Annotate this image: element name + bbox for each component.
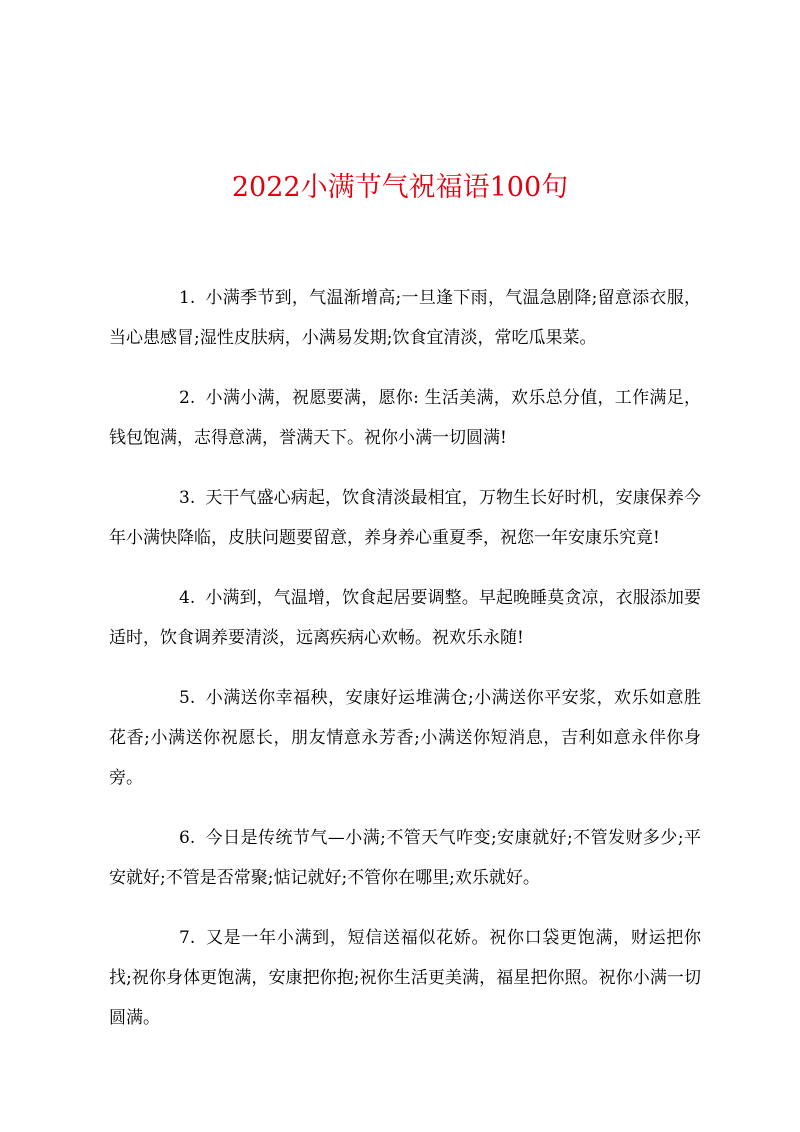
list-item [109,578,701,658]
item-number: 6. [179,828,196,848]
item-number: 7. [179,928,196,948]
list-item [109,818,701,898]
item-number: 2. [179,388,196,408]
list-item [109,478,701,558]
page-title: 2022小满节气祝福语100句 [231,172,569,203]
item-number: 5. [179,688,196,708]
item-text: 又是一年小满到，短信送福似花娇。祝你口袋更饱满，财运把你找;祝你身体更饱满，安康把你抱;祝你生活更美满，福星把你照。祝你小满一切圆满。 [109,928,701,1028]
item-text: 小满小满，祝愿要满，愿你: 生活美满，欢乐总分值，工作满足，钱包饱满，志得意满，誉满天下。祝你小满一切圆满! [109,388,701,448]
item-number: 1. [179,288,196,308]
list-item [109,278,701,358]
item-text: 小满到，气温增，饮食起居要调整。早起晚睡莫贪凉，衣服添加要适时，饮食调养要清淡，远离疾病心欢畅。祝欢乐永随! [109,588,701,648]
item-text: 今日是传统节气—小满;不管天气咋变;安康就好;不管发财多少;平安就好;不管是否常聚;惦记就好;不管你在哪里;欢乐就好。 [109,828,701,888]
item-text: 天干气盛心病起，饮食清淡最相宜，万物生长好时机，安康保养今年小满快降临，皮肤问题要留意，养身养心重夏季，祝您一年安康乐究竟! [109,488,701,548]
list-item [109,378,701,458]
document-body [109,278,701,1058]
item-text: 小满季节到，气温渐增高;一旦逢下雨，气温急剧降;留意添衣服，当心患感冒;湿性皮肤病，小满易发期;饮食宜清淡，常吃瓜果菜。 [109,288,701,348]
list-item [109,918,701,1038]
list-item [109,678,701,798]
item-number: 4. [179,588,196,608]
item-text: 小满送你幸福秧，安康好运堆满仓;小满送你平安浆，欢乐如意胜花香;小满送你祝愿长，朋友情意永芳香;小满送你短消息，吉利如意永伴你身旁。 [109,688,701,788]
item-number: 3. [179,488,196,508]
